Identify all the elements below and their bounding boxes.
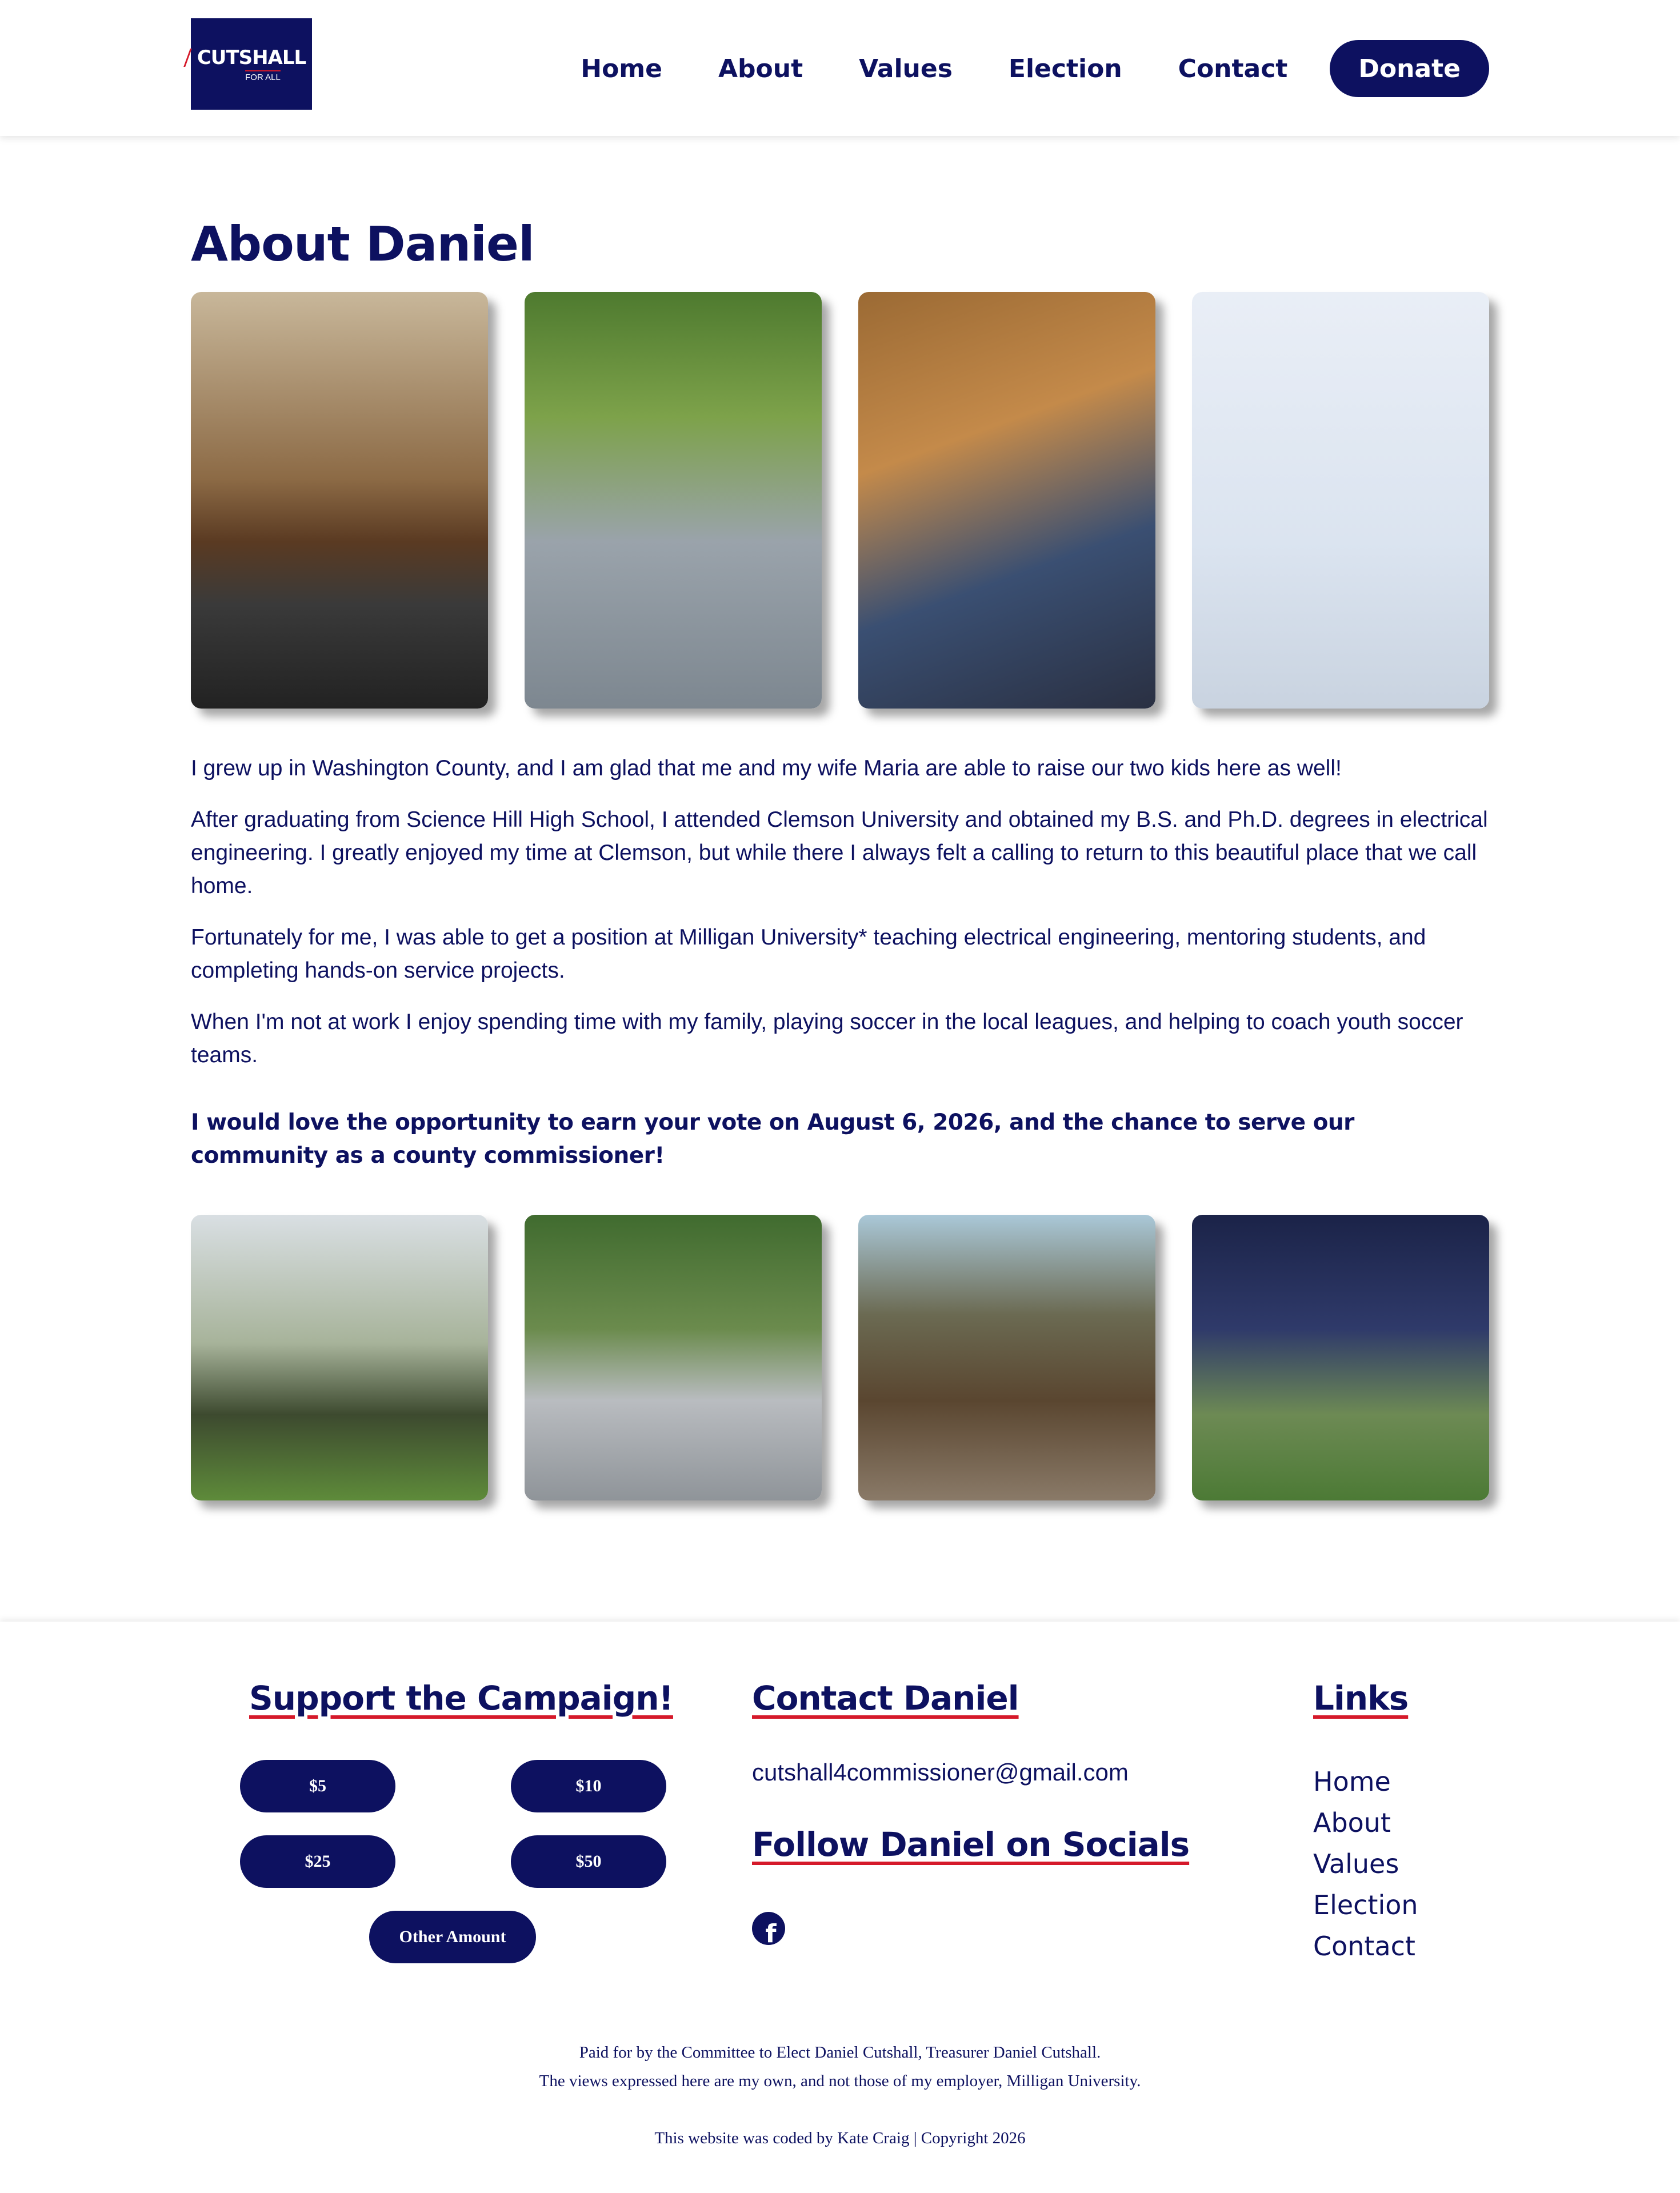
nav-contact[interactable]: Contact xyxy=(1178,54,1288,83)
bio-paragraph: When I'm not at work I enjoy spending time with my family, playing soccer in the local leagues, and helping to coach youth soccer teams. xyxy=(191,1010,1463,1067)
campaign-logo[interactable] xyxy=(191,18,312,110)
bio-section xyxy=(191,752,1489,1191)
photo-gallery-top xyxy=(191,292,1489,709)
nav-home[interactable]: Home xyxy=(581,54,662,83)
photo-soccer-team xyxy=(1192,1215,1489,1500)
site-footer xyxy=(0,1622,1680,2193)
photo-award-40-under-forty xyxy=(1192,292,1489,709)
facebook-icon[interactable]: f xyxy=(752,1912,785,1945)
nav-election[interactable]: Election xyxy=(1008,54,1122,83)
photo-kids-toy-jeep xyxy=(525,1215,822,1500)
footer-link-home[interactable]: Home xyxy=(1313,1766,1391,1797)
bio-paragraph: After graduating from Science Hill High School, I attended Clemson University and obtained my B.S. and Ph.D. degrees in electrical engineering. I greatly enjoyed my time at Clemson, but while there I always felt a calling to return to this beautiful place that we call home. xyxy=(191,807,1488,898)
main-nav xyxy=(581,40,1489,97)
paid-for-by-notice: Paid for by the Committee to Elect Daniel Cutshall, Treasurer Daniel Cutshall. xyxy=(579,2043,1101,2062)
donate-10-button[interactable]: $10 xyxy=(511,1760,666,1812)
contact-heading: Contact Daniel xyxy=(752,1679,1019,1718)
footer-link-about[interactable]: About xyxy=(1313,1807,1391,1838)
nav-values[interactable]: Values xyxy=(859,54,953,83)
contact-email-link[interactable]: cutshall4commissioner@gmail.com xyxy=(752,1759,1129,1786)
photo-gallery-bottom xyxy=(191,1215,1489,1500)
logo-tagline: FOR ALL xyxy=(245,70,281,82)
photo-family xyxy=(191,1215,488,1500)
donate-50-button[interactable]: $50 xyxy=(511,1835,666,1888)
bio-paragraph: I grew up in Washington County, and I am glad that me and my wife Maria are able to raise our two kids here as well! xyxy=(191,756,1342,781)
photo-cooking-classroom xyxy=(191,292,488,709)
footer-link-election[interactable]: Election xyxy=(1313,1890,1418,1920)
footer-link-values[interactable]: Values xyxy=(1313,1848,1399,1879)
socials-heading: Follow Daniel on Socials xyxy=(752,1825,1190,1864)
donate-25-button[interactable]: $25 xyxy=(240,1835,395,1888)
photo-service-project xyxy=(858,1215,1155,1500)
copyright-notice: This website was coded by Kate Craig | Copyright 2026 xyxy=(654,2129,1026,2147)
logo-wordmark: CUTSHALL xyxy=(197,46,306,69)
bio-paragraph: Fortunately for me, I was able to get a position at Milligan University* teaching electrical engineering, mentoring students, and completing hands-on service projects. xyxy=(191,925,1426,983)
nav-about[interactable]: About xyxy=(718,54,803,83)
donate-other-amount-button[interactable]: Other Amount xyxy=(369,1911,536,1963)
views-disclaimer: The views expressed here are my own, and not those of my employer, Milligan University. xyxy=(539,2072,1141,2090)
footer-link-contact[interactable]: Contact xyxy=(1313,1931,1415,1962)
vote-call-to-action: I would love the opportunity to earn your vote on August 6, 2026, and the chance to serve our community as a county commissioner! xyxy=(191,1110,1354,1168)
photo-electrical-work xyxy=(858,292,1155,709)
site-header xyxy=(0,0,1680,136)
page-title: About Daniel xyxy=(191,216,534,272)
donate-button[interactable]: Donate xyxy=(1330,40,1489,97)
photo-bike-ride xyxy=(525,292,822,709)
support-heading: Support the Campaign! xyxy=(249,1679,673,1718)
donate-5-button[interactable]: $5 xyxy=(240,1760,395,1812)
footer-links xyxy=(1313,1761,1418,1967)
links-heading: Links xyxy=(1313,1679,1409,1718)
